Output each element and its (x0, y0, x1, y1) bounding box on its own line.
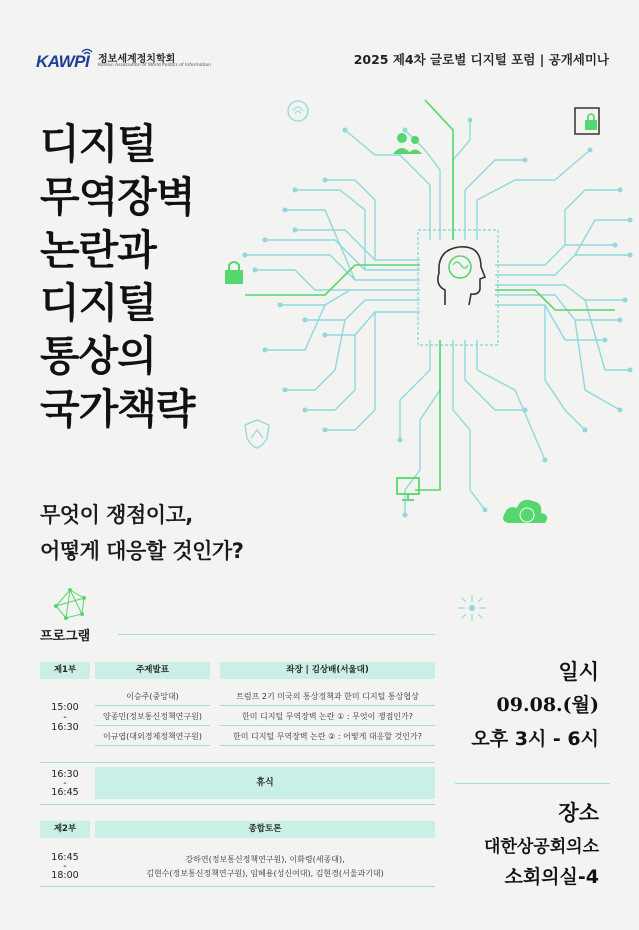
time-sep: - (63, 712, 67, 723)
title-line: 통상의 (40, 332, 156, 380)
time-start: 16:45 (51, 852, 79, 863)
presenter: 이승주(중앙대) (126, 692, 179, 701)
venue-line1: 대한상공회의소 (484, 837, 599, 857)
logo (36, 46, 226, 76)
network-icon (52, 588, 88, 620)
time-sep: - (63, 861, 67, 872)
divider (95, 725, 210, 726)
cloud-globe-icon (503, 500, 547, 523)
date-label: 일시 (558, 660, 599, 684)
divider (455, 783, 610, 784)
subtitle (40, 497, 243, 569)
security-document-icon (575, 108, 599, 134)
divider (40, 762, 435, 763)
divider (220, 745, 435, 746)
subtitle-line: 어떻게 대응할 것인가? (40, 539, 244, 563)
logo-mark: KAWPI (36, 52, 90, 71)
divider (40, 886, 435, 887)
session1-col-presenter: 주제발표 (95, 662, 210, 679)
date-value: 09.08.(월) (496, 694, 599, 716)
session1-time (45, 701, 85, 735)
shield-icon (245, 420, 269, 448)
break-time (45, 768, 85, 800)
panel-line: 김현수(정보통신정책연구원), 임혜용(성신여대), 김현경(서울과기대) (146, 869, 384, 878)
divider (40, 804, 435, 805)
time-end: 16:45 (51, 787, 79, 798)
time-start: 16:30 (51, 769, 79, 780)
topic: 트럼프 2기 미국의 통상정책과 한미 디지털 통상협상 (236, 692, 419, 701)
topic: 한미 디지털 무역장벽 논란 ① : 무엇이 쟁점인가? (241, 712, 414, 721)
divider (220, 705, 435, 706)
circuit-brain-illustration (225, 90, 639, 540)
fingerprint-icon (288, 101, 308, 121)
venue-label: 장소 (558, 801, 599, 825)
time-end: 18:00 (51, 870, 79, 881)
title-line: 논란과 (40, 226, 156, 274)
title-line: 디지털 (40, 279, 156, 327)
time-value: 오후 3시 - 6시 (471, 728, 599, 750)
session2-label: 제2부 (40, 821, 90, 838)
time-sep: - (63, 778, 67, 789)
presenter: 이규엽(대외경제정책연구원) (103, 732, 202, 741)
title-line: 국가책략 (40, 385, 195, 433)
title-line: 디지털 (40, 120, 156, 168)
presenter: 양종민(정보통신정책연구원) (103, 712, 202, 721)
break-label: 휴식 (95, 767, 435, 799)
wifi-icon (80, 46, 94, 56)
venue-line2: 소회의실-4 (504, 866, 599, 888)
session1-col-topic: 좌장 | 김상배(서울대) (220, 662, 435, 679)
subtitle-line: 무엇이 쟁점이고, (40, 503, 193, 527)
title-line: 무역장벽 (40, 173, 195, 221)
program-label: 프로그램 (40, 629, 91, 644)
org-name: 정보세계정치학회 (98, 54, 176, 65)
event-title: 2025 제4차 글로벌 디지털 포럼 | 공개세미나 (353, 52, 609, 67)
divider (118, 634, 435, 635)
org-name-en: Korean Association of World Politics of Information (98, 63, 212, 68)
divider (95, 745, 210, 746)
panel-line: 강하연(정보통신정책연구원), 이화령(세종대), (185, 855, 345, 864)
session2-col-title: 종합토론 (95, 821, 435, 838)
monitor-icon (397, 478, 419, 500)
divider (220, 725, 435, 726)
lock-icon (225, 262, 243, 284)
sparkle-icon (455, 593, 489, 623)
time-start: 15:00 (51, 702, 79, 713)
session2-time (45, 851, 85, 883)
divider (95, 705, 210, 706)
topic: 한미 디지털 무역장벽 논란 ② : 어떻게 대응할 것인가? (232, 732, 422, 741)
session1-label: 제1부 (40, 662, 90, 679)
time-end: 16:30 (51, 722, 79, 733)
